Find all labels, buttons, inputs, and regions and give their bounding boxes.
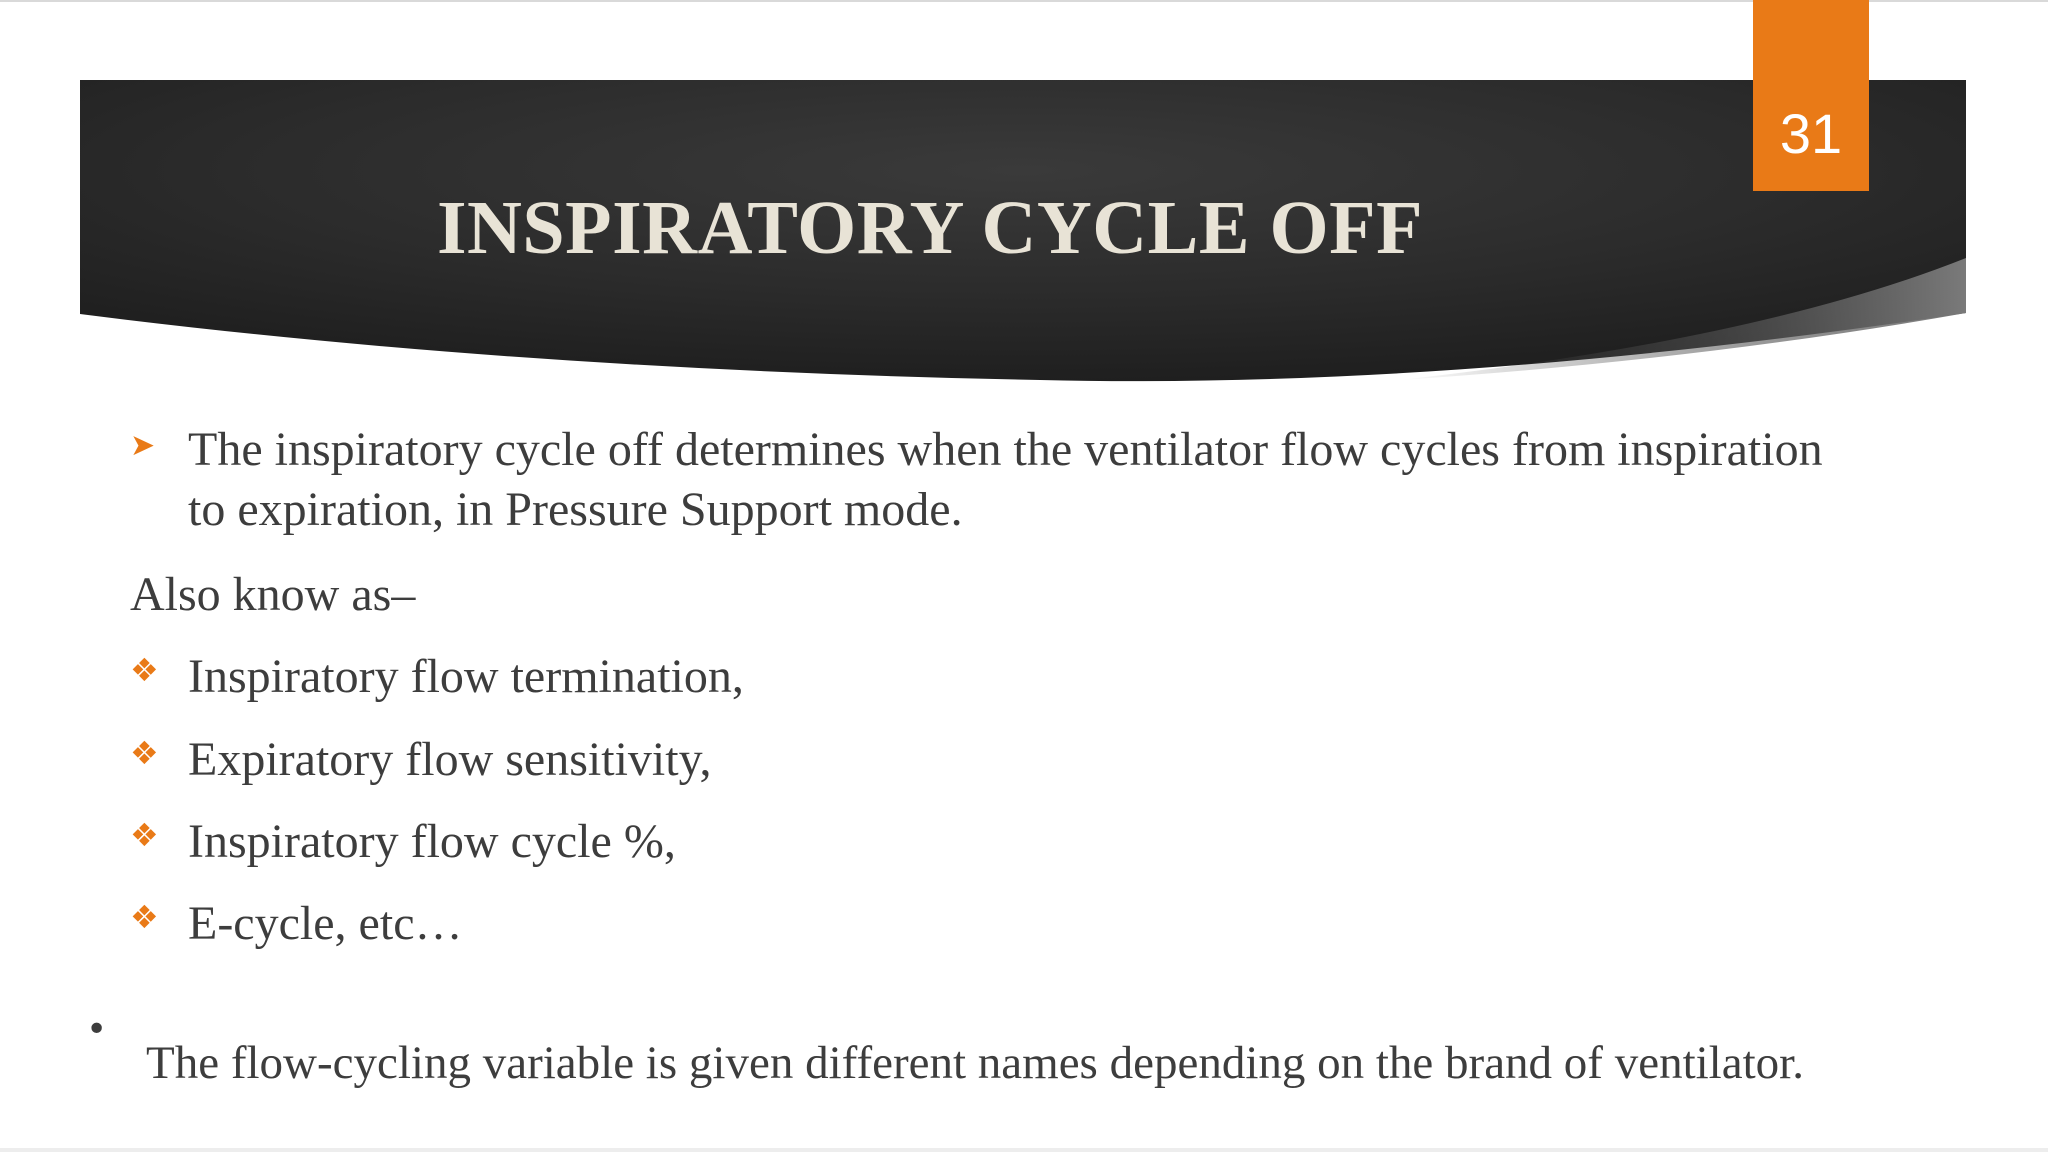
bullet-dot-icon: • (86, 1009, 108, 1050)
aka-item-1: Inspiratory flow termination, (188, 650, 744, 703)
four-diamond-icon: ❖ (130, 651, 159, 689)
intro-line-1: The inspiratory cycle off determines when the ventilator flow cycles from inspiration (188, 423, 1823, 476)
slide-title: INSPIRATORY CYCLE OFF (436, 186, 1424, 270)
intro-line-2: to expiration, in Pressure Support mode. (188, 483, 963, 536)
aka-item-4: E-cycle, etc… (188, 897, 463, 950)
aka-item-2: Expiratory flow sensitivity, (188, 733, 712, 786)
four-diamond-icon: ❖ (130, 734, 159, 772)
four-diamond-icon: ❖ (130, 898, 159, 936)
page-number: 31 (1779, 102, 1843, 165)
bottom-rule (0, 1148, 2048, 1152)
footer-bullet-text: The flow-cycling variable is given different names depending on the brand of ventilator. (146, 1037, 1804, 1089)
aka-item-3: Inspiratory flow cycle %, (188, 815, 676, 868)
aka-label: Also know as– (130, 568, 416, 621)
four-diamond-icon: ❖ (130, 816, 159, 854)
arrow-right-icon: ➤ (130, 428, 156, 463)
